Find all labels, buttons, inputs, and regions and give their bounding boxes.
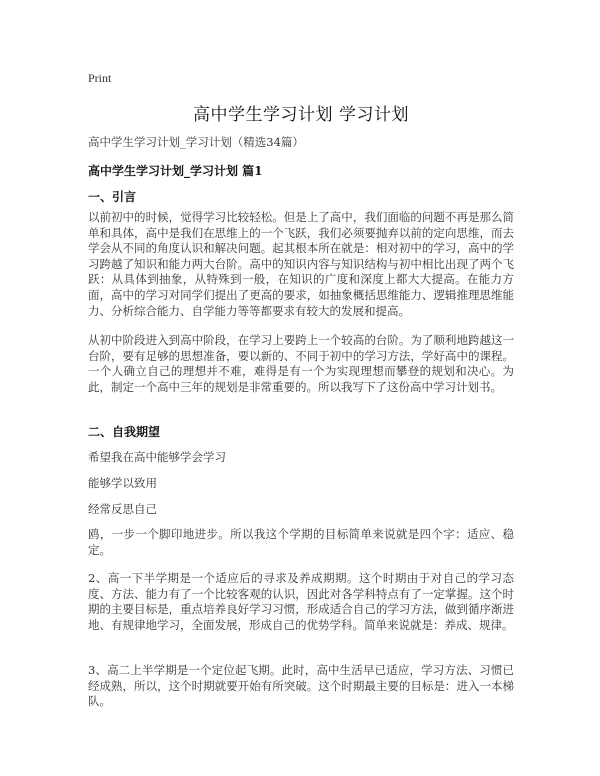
expectation-paragraph-3: 3、高二上半学期是一个定位起飞期。此时，高中生活早已适应，学习方法、习惯已经成熟，所以，这个时期就要开始有所突破。这个时期最主要的目标是：进入一本梯队。	[88, 663, 514, 709]
section-heading-intro: 一、引言	[88, 190, 137, 204]
subtitle: 高中学生学习计划_学习计划（精选34篇）	[88, 135, 304, 149]
page-title: 高中学生学习计划 学习计划	[193, 105, 409, 125]
expectation-line-2: 能够学以致用	[88, 476, 157, 490]
intro-paragraph-1: 以前初中的时候，觉得学习比较轻松。但是上了高中，我们面临的问题不再是那么简单和具体，高中是我们在思维上的一个飞跃，我们必须要抛弃以前的定向思维，而去学会从不同的角度认识和解决问题。起其根本所在就是：相对初中的学习，高中的学习跨越了知识和能力两大台阶。高中的知识内容与知识结构与初中相比出现了两个飞跃：从具体到抽象，从特殊到一般，在知识的广度和深度上都大大提高。在能力方面，高中的学习对同学们提出了更高的要求，如抽象概括思维能力、逻辑推理思维能力、分析综合能力、自学能力等等都要求有较大的发展和提高。	[88, 210, 514, 318]
expectation-line-3: 经常反思自己	[88, 502, 157, 516]
expectation-paragraph-2: 2、高一下半学期是一个适应后的寻求及养成期期。这个时期由于对自己的学习态度、方法、能力有了一个比较客观的认识，因此对各学科特点有了一定掌握。这个时期的主要目标是，重点培养良好学习习惯，形成适合自己的学习方法，做到循序渐进地、有规律地学习，全面发展，形成自己的优势学科。简单来说就是：养成、规律。	[88, 571, 514, 632]
print-label[interactable]: Print	[88, 71, 112, 85]
section-heading-expectation: 二、自我期望	[88, 425, 161, 439]
expectation-line-1: 希望我在高中能够学会学习	[88, 450, 226, 464]
intro-paragraph-2: 从初中阶段进入到高中阶段，在学习上要跨上一个较高的台阶。为了顺利地跨越这一台阶，要有足够的思想准备，要以新的、不同于初中的学习方法，学好高中的课程。一个人确立自己的理想并不难，难得是有一个为实现理想而攀登的规划和决心。为此，制定一个高中三年的规划是非常重要的。所以我写下了这份高中学习计划书。	[88, 333, 514, 394]
expectation-paragraph-1: 鸥，一步一个脚印地进步。所以我这个学期的目标简单来说就是四个字：适应、稳定。	[88, 527, 514, 557]
article-heading: 高中学生学习计划_学习计划 篇1	[88, 164, 263, 178]
